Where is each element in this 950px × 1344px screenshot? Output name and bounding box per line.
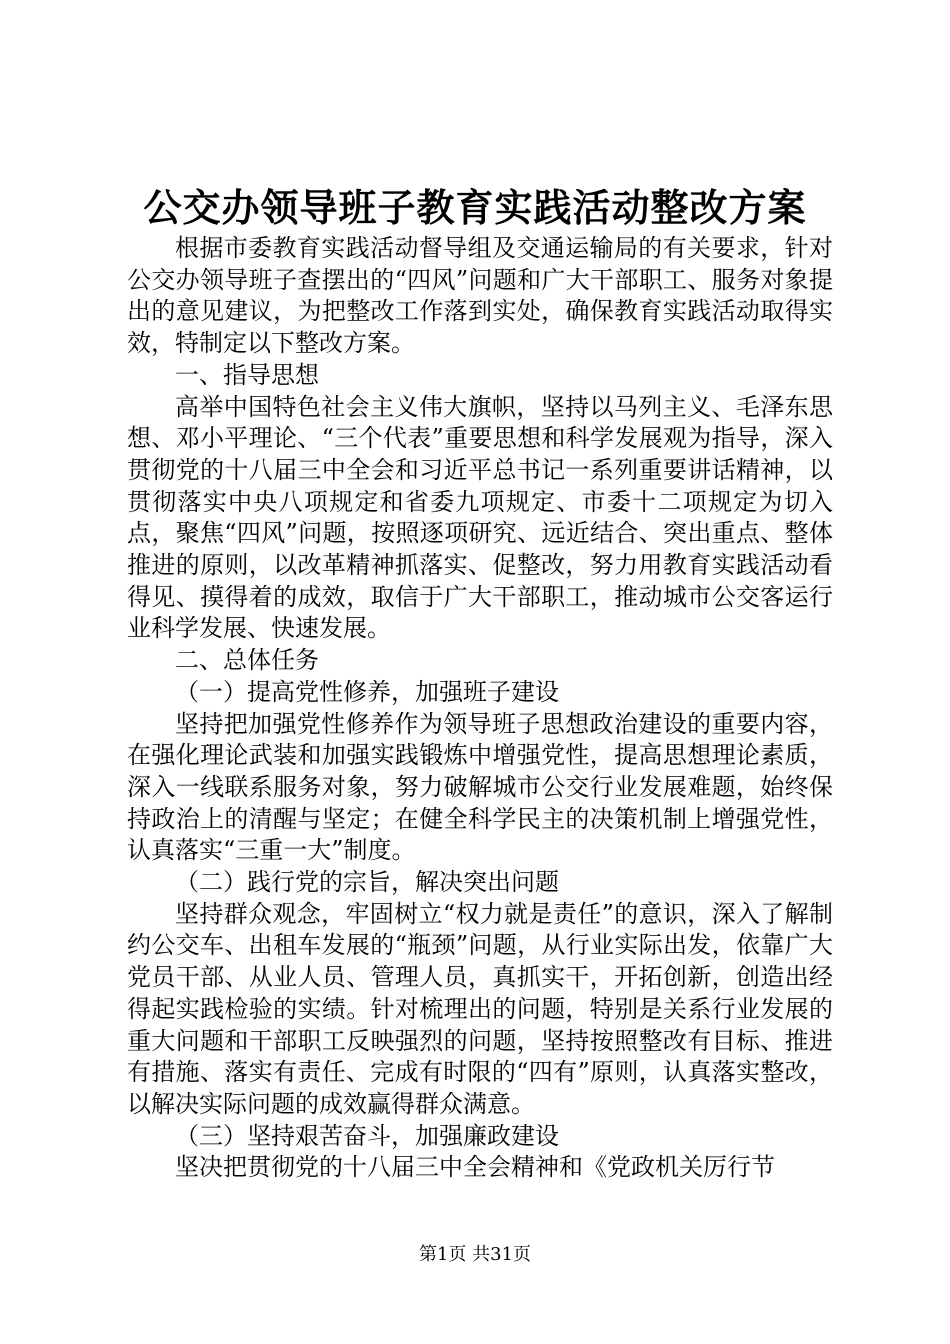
subheading-hard-work: （三）坚持艰苦奋斗，加强廉政建设 (175, 1121, 559, 1150)
paragraph-hard-work: 坚决把贯彻党的十八届三中全会精神和《党政机关厉行节 (175, 1153, 775, 1182)
paragraph-party-purpose: 坚持群众观念，牢固树立“权力就是责任”的意识，深入了解制约公交车、出租车发展的“瓶颈”问题，从行业实际出发，依靠广大党员干部、从业人员、管理人员，真抓实干，开拓创新，创造出经得起实践检验的实绩。针对梳理出的问题，特别是关系行业发展的重大问题和干部职工反映强烈的问题，坚持按照整改有目标、推进有措施、落实有责任、完成有时限的“四有”原则，认真落实整改，以解决实际问题的成效赢得群众满意。 (127, 899, 833, 1118)
paragraph-party-spirit: 坚持把加强党性修养作为领导班子思想政治建设的重要内容，在强化理论武装和加强实践锻炼中增强党性，提高思想理论素质，深入一线联系服务对象，努力破解城市公交行业发展难题，始终保持政治上的清醒与坚定；在健全科学民主的决策机制上增强党性，认真落实“三重一大”制度。 (127, 709, 833, 865)
subheading-party-purpose: （二）践行党的宗旨，解决突出问题 (175, 868, 559, 897)
document-title: 公交办领导班子教育实践活动整改方案 (143, 185, 807, 230)
paragraph-intro: 根据市委教育实践活动督导组及交通运输局的有关要求，针对公交办领导班子查摆出的“四风”问题和广大干部职工、服务对象提出的意见建议，为把整改工作落到实处，确保教育实践活动取得实效，特制定以下整改方案。 (127, 234, 833, 358)
heading-guiding-ideology: 一、指导思想 (175, 360, 319, 389)
heading-overall-tasks: 二、总体任务 (175, 646, 319, 675)
subheading-party-spirit: （一）提高党性修养，加强班子建设 (175, 677, 559, 706)
document-body (127, 233, 833, 1184)
paragraph-guiding-ideology: 高举中国特色社会主义伟大旗帜，坚持以马列主义、毛泽东思想、邓小平理论、“三个代表”重要思想和科学发展观为指导，深入贯彻党的十八届三中全会和习近平总书记一系列重要讲话精神，以贯彻落实中央八项规定和省委九项规定、市委十二项规定为切入点，聚焦“四风”问题，按照逐项研究、远近结合、突出重点、整体推进的原则，以改革精神抓落实、促整改，努力用教育实践活动看得见、摸得着的成效，取信于广大干部职工，推动城市公交客运行业科学发展、快速发展。 (127, 392, 833, 643)
page-number-footer: 第1页 共31页 (418, 1244, 532, 1265)
